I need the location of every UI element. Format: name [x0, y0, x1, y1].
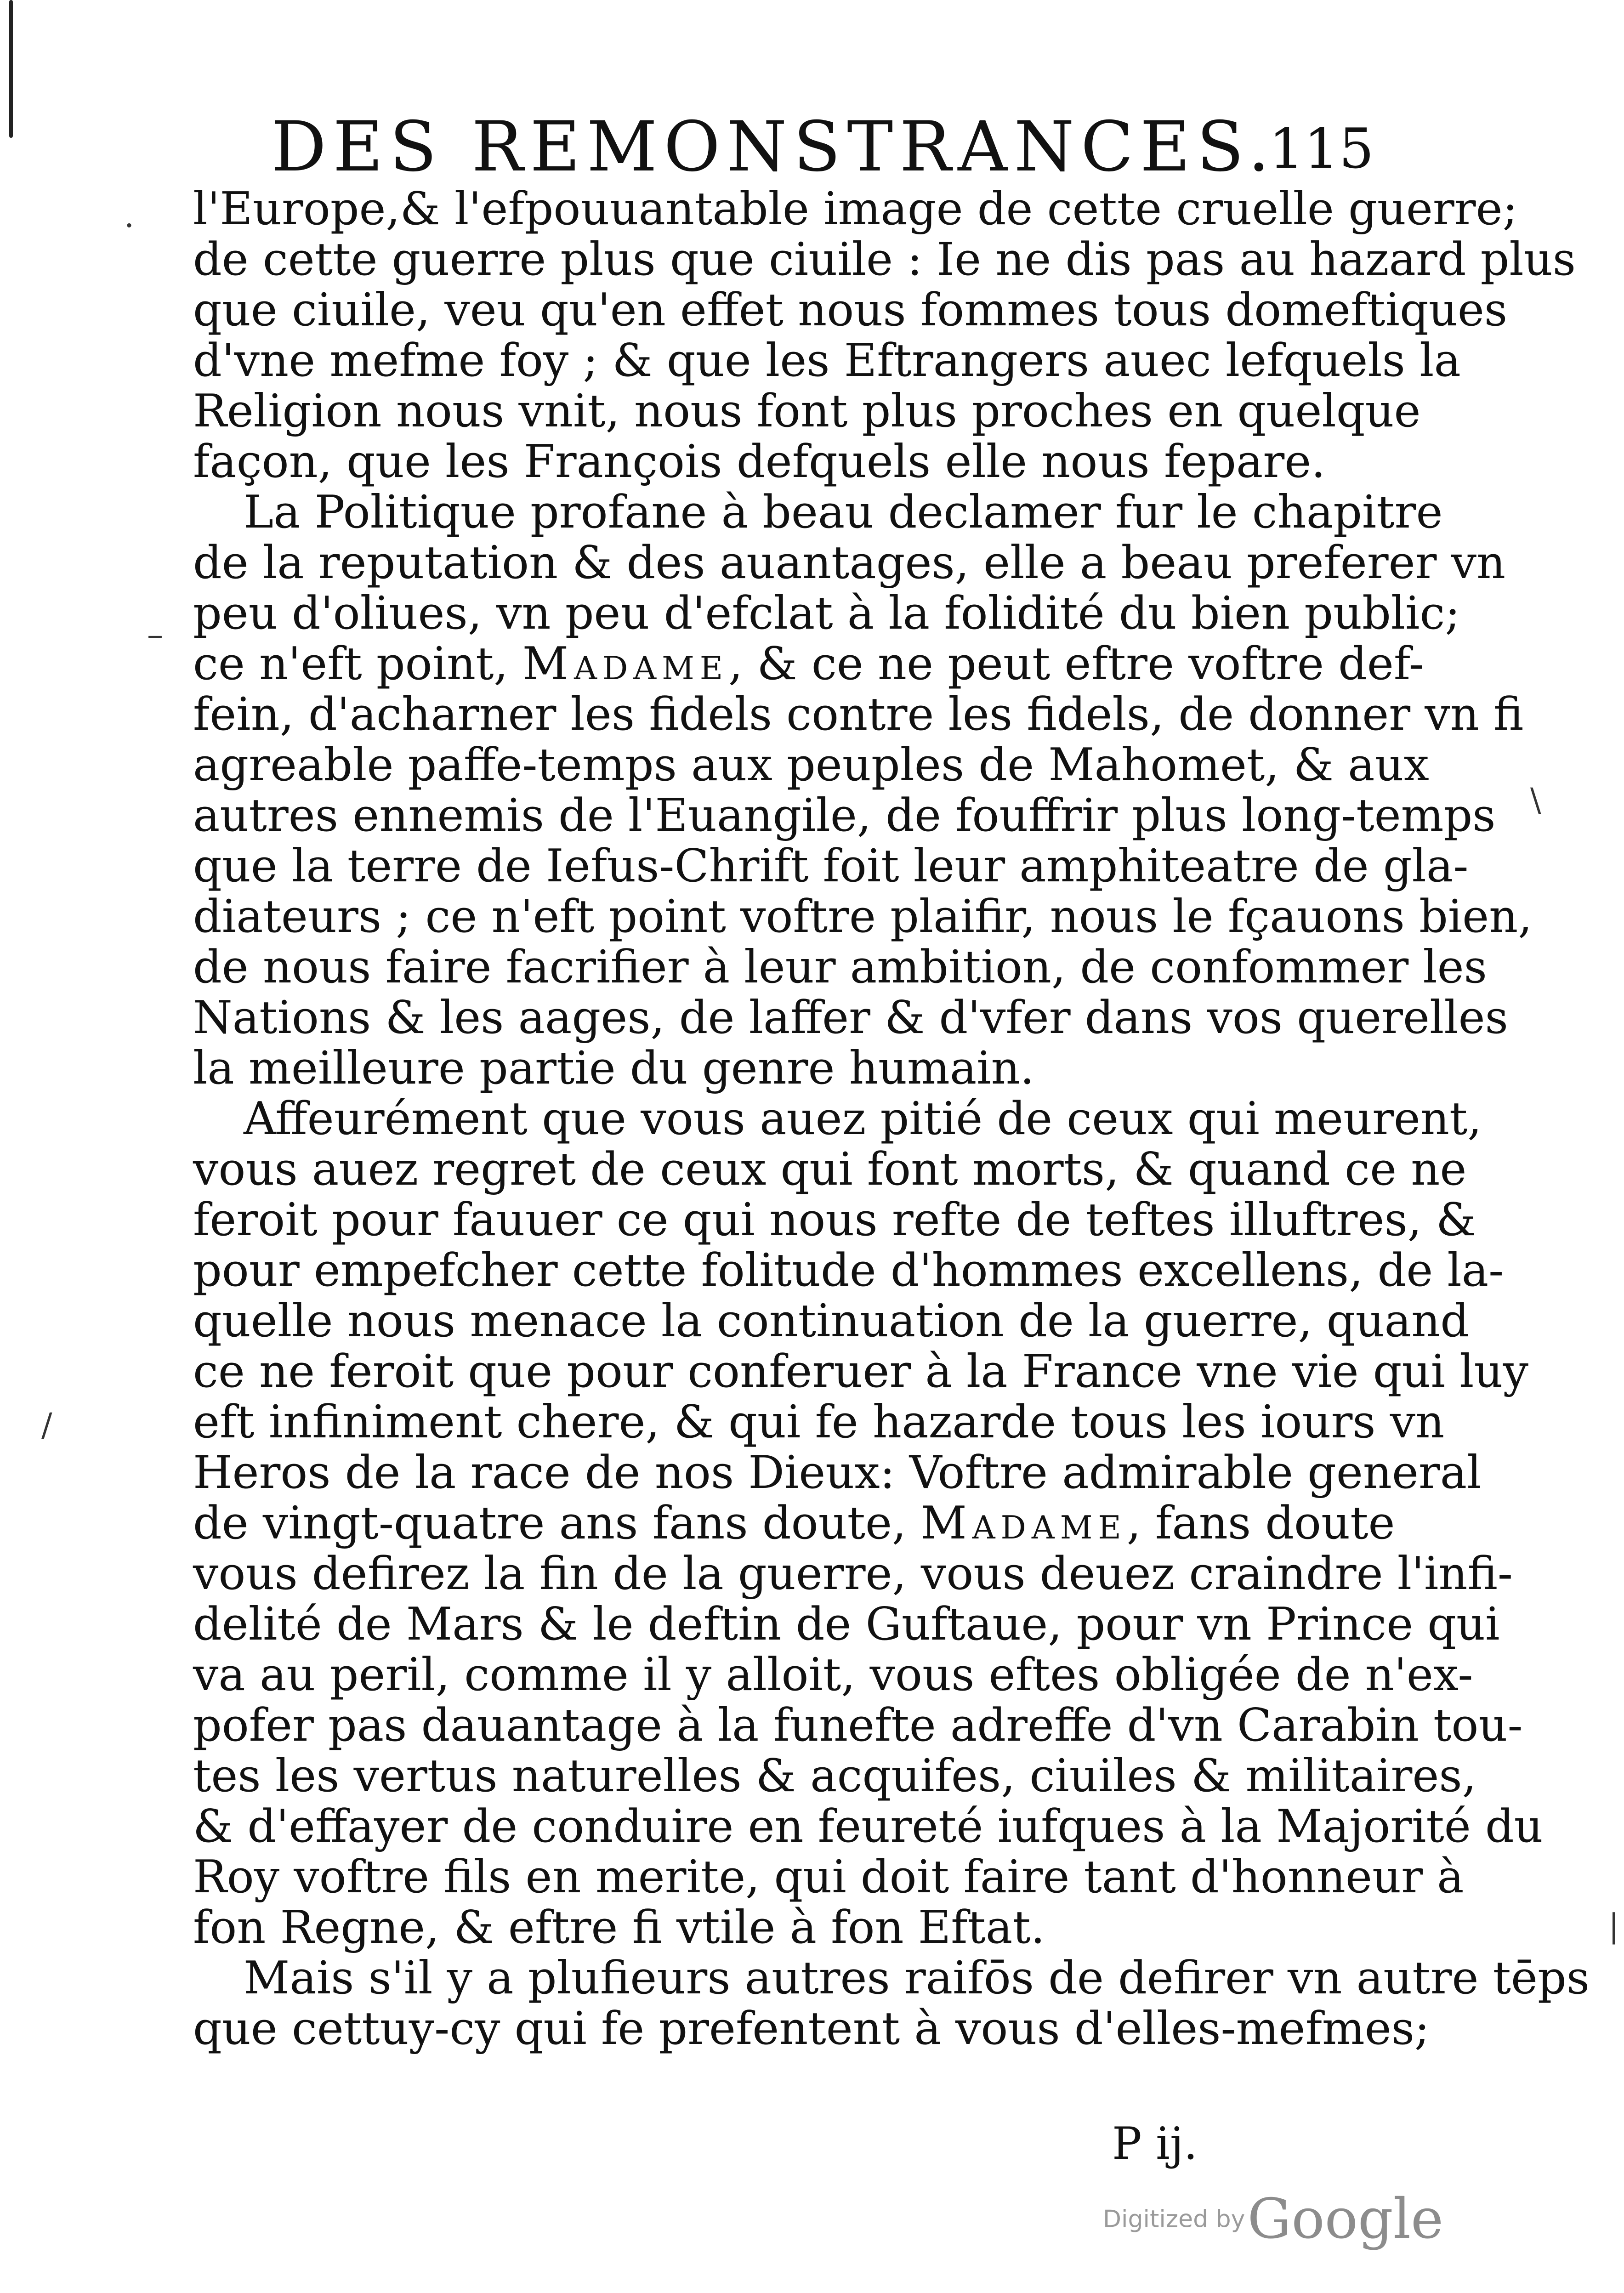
text-line: vous auez regret de ceux qui font morts, & quand ce ne — [193, 1143, 1467, 1196]
text-line: Mais s'il y a plufieurs autres raifōs de defirer vn autre tēps — [244, 1952, 1590, 2004]
text-line: fein, d'acharner les fidels contre les fidels, de donner vn fi — [193, 688, 1524, 741]
margin-dot: · — [124, 207, 135, 244]
text-line: autres ennemis de l'Euangile, de fouffrir plus long-temps — [193, 789, 1496, 842]
watermark-prefix: Digitized by — [1103, 2205, 1245, 2233]
text-line: va au peril, comme il y alloit, vous eftes obligée de n'ex- — [193, 1649, 1473, 1701]
text-line: ce ne feroit que pour conferuer à la France vne vie qui luy — [193, 1345, 1528, 1398]
margin-tick: / — [41, 1406, 52, 1444]
text-line: Religion nous vnit, nous font plus proches en quelque — [193, 385, 1421, 437]
margin-tick: \ — [1530, 781, 1541, 819]
addressee-small-caps: Madame — [920, 1497, 1127, 1549]
text-line: eft infiniment chere, & qui fe hazarde tous les iours vn — [193, 1396, 1445, 1448]
text-line: vous defirez la fin de la guerre, vous deuez craindre l'infi- — [193, 1548, 1513, 1600]
text-line: pofer pas dauantage à la funefte adreffe d'vn Carabin tou- — [193, 1699, 1523, 1752]
text-line: ce n'eft point, Madame, & ce ne peut eftre voftre def- — [193, 638, 1424, 690]
page-edge-shadow — [9, 0, 13, 138]
text-line: quelle nous menace la continuation de la guerre, quand — [193, 1295, 1469, 1347]
text-line: fon Regne, & eftre fi vtile à fon Eftat. — [193, 1901, 1045, 1954]
text-line: feroit pour fauuer ce qui nous refte de teftes illuftres, & — [193, 1194, 1476, 1246]
text-line: de nous faire facrifier à leur ambition, de confommer les — [193, 941, 1487, 993]
watermark-logo: Google — [1247, 2187, 1444, 2251]
text-line: que cettuy-cy qui fe prefentent à vous d'elles-mefmes; — [193, 2003, 1430, 2055]
text-line: Affeurément que vous auez pitié de ceux qui meurent, — [244, 1093, 1482, 1145]
text-line: agreable paffe-temps aux peuples de Mahomet, & aux — [193, 739, 1429, 791]
margin-dash: – — [147, 616, 163, 653]
running-head: DES REMONSTRANCES. — [271, 107, 1277, 187]
text-line: façon, que les François defquels elle nous fepare. — [193, 436, 1326, 488]
text-line: l'Europe,& l'efpouuantable image de cette cruelle guerre; — [193, 183, 1518, 235]
text-line: de cette guerre plus que ciuile : Ie ne dis pas au hazard plus — [193, 233, 1576, 286]
text-line: de vingt-quatre ans fans doute, Madame, fans doute — [193, 1497, 1395, 1549]
page-number: 115 — [1268, 117, 1374, 181]
text-line: de la reputation & des auantages, elle a beau preferer vn — [193, 537, 1506, 589]
text-line: Nations & les aages, de laffer & d'vfer dans vos querelles — [193, 992, 1508, 1044]
digitization-watermark — [1103, 2187, 1443, 2251]
text-line: diateurs ; ce n'eft point voftre plaifir, nous le fçauons bien, — [193, 891, 1533, 943]
text-line: tes les vertus naturelles & acquifes, ciuiles & militaires, — [193, 1750, 1476, 1802]
text-line: delité de Mars & le deftin de Guftaue, pour vn Prince qui — [193, 1598, 1500, 1651]
text-line: que la terre de Iefus-Chrift foit leur amphiteatre de gla- — [193, 840, 1469, 892]
text-line: d'vne mefme foy ; & que les Eftrangers auec lefquels la — [193, 335, 1461, 387]
margin-tick: | — [1608, 1907, 1619, 1945]
text-line: la meilleure partie du genre humain. — [193, 1042, 1034, 1095]
body-text — [193, 183, 1590, 2055]
signature-mark: P ij. — [1112, 2118, 1198, 2169]
text-line: La Politique profane à beau declamer fur le chapitre — [244, 486, 1443, 539]
page-header — [271, 107, 1374, 187]
addressee-small-caps: Madame — [522, 638, 729, 690]
text-line: Heros de la race de nos Dieux: Voftre admirable general — [193, 1447, 1482, 1499]
text-line: que ciuile, veu qu'en effet nous fommes tous domeftiques — [193, 284, 1508, 336]
text-line: peu d'oliues, vn peu d'efclat à la folidité du bien public; — [193, 587, 1460, 640]
text-line: & d'effayer de conduire en feureté iufques à la Majorité du — [193, 1800, 1543, 1853]
text-line: Roy voftre fils en merite, qui doit faire tant d'honneur à — [193, 1851, 1464, 1903]
text-line: pour empefcher cette folitude d'hommes excellens, de la- — [193, 1244, 1504, 1297]
